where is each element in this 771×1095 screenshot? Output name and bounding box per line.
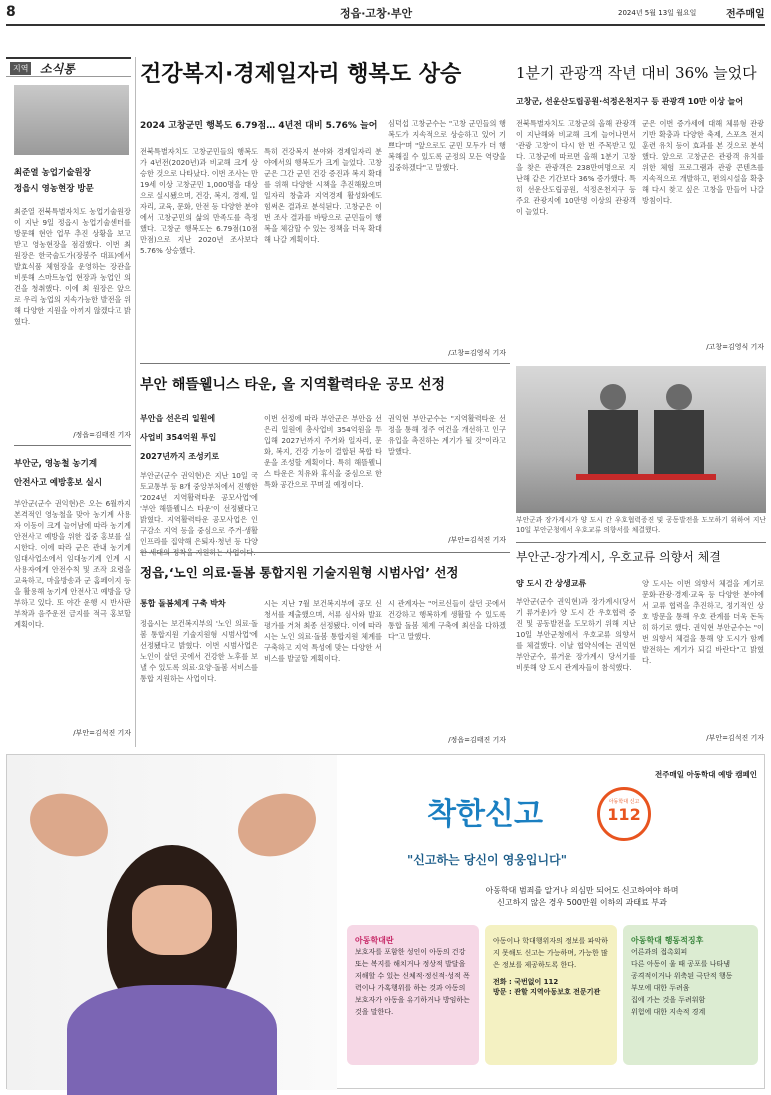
hand-right-shape	[229, 783, 325, 867]
sidebar-story1-byline: /정읍=김태진 기자	[73, 431, 131, 439]
hand-left-shape	[21, 783, 117, 867]
ad-logo: 착한신고	[427, 797, 543, 832]
shirt-shape	[67, 985, 277, 1095]
lead-subhead: 2024 고창군민 행복도 6.79점… 4년전 대비 5.76% 늘어	[140, 121, 378, 131]
care-body-3: 시 관계자는 "어르신들이 살던 곳에서 건강하고 행복하게 생활할 수 있도록 통합 돌봄 체계 구축에 최선을 다하겠다"고 말했다.	[388, 599, 506, 641]
sidebar-story1-subtitle: 정읍시 영농현장 방문	[14, 184, 94, 194]
sidebar-story2-subtitle: 안전사고 예방홍보 실시	[14, 478, 103, 488]
sidebar-story2-byline: /부안=김석진 기자	[73, 729, 131, 737]
sidebar-story2-title: 부안군, 영농철 농기계	[14, 459, 98, 469]
tourism-body-2: 군은 이번 증가세에 대해 체류형 관광 기반 확충과 다양한 축제, 스포츠 전지훈련 유치 등이 효과를 본 것으로 분석했다. 앞으로 고창군은 관광객 유치를 위한 체험 프로그램과 관광 콘텐츠를 지속적으로 개발하고, 편의시설을 확충해 다시 찾고 싶은 고창을 만들어 나갈 방침이다.	[642, 119, 764, 205]
wellness-body-3: 권익현 부안군수는 "지역활력타운 선정을 통해 정주 여건을 개선하고 인구 유입을 촉진하는 계기가 될 것"이라고 말했다.	[388, 414, 506, 456]
care-body-1: 정읍시는 보건복지부의 '노인 의료·돌봄 통합지원 기술지원형 시범사업'에 선정됐다고 밝혔다. 이번 시범사업은 노인이 살던 곳에서 건강한 노후를 보낼 수 있도록 의료·요양·돌봄 서비스를 통합 지원하는 사업이다.	[140, 619, 258, 683]
care-byline: /정읍=김태진 기자	[448, 736, 506, 744]
wellness-sub-1: 부안읍 선은리 일원에	[140, 414, 216, 423]
suit-right	[654, 410, 704, 480]
ad-box3-item: 공격적이거나 위축된 극단적 행동	[631, 972, 733, 980]
ad-desc-1: 아동학대 범죄를 알거나 의심만 되어도 신고하여야 하며	[485, 886, 679, 895]
wellness-byline: /부안=김석진 기자	[448, 536, 506, 544]
ad-box-2	[485, 925, 617, 1065]
sidebar-header	[6, 57, 131, 77]
lead-body-3: 심덕섭 고창군수는 "고창 군민들의 행복도가 지속적으로 상승하고 있어 기쁘다"며 "앞으로도 군민 모두가 더 행복해질 수 있도록 군정의 모든 역량을 집중하겠다"고 말했다.	[388, 119, 506, 172]
suit-left	[588, 410, 638, 480]
ad-box3-item: 다른 아동이 울 때 공포를 나타냄	[631, 960, 731, 968]
sidebar-divider	[14, 445, 131, 446]
wellness-body-1: 부안군(군수 권익현)은 지난 10일 국토교통부 등 8개 중앙부처에서 진행한 '2024년 지역활력타운 공모사업'에 '부안 해뜰웰니스 타운'이 선정됐다고 밝혔다. 지역활력타운 공모사업은 인구감소 지역 등을 중심으로 주거·생활 인프라를 집약해 은퇴자·청년 등 다양	[140, 471, 258, 546]
sidebar-vrule	[135, 57, 136, 747]
table-edge	[576, 474, 716, 480]
lead-bottom-rule	[140, 363, 510, 364]
ad-box3-title: 아동학대 행동적징후	[631, 936, 704, 945]
header-rule	[6, 24, 765, 26]
wellness-sub-2: 사업비 354억원 투입	[140, 433, 217, 442]
sister-byline: /부안=김석진 기자	[706, 734, 764, 742]
ad-box-3	[623, 925, 758, 1065]
ad-badge-num: 112	[607, 805, 641, 824]
signing-caption: 부안군과 장가계시가 양 도시 간 우호협력증진 및 공동발전을 도모하기 위하여 지난 10일 부안군청에서 우호교류 의향서를 체결했다.	[516, 516, 766, 534]
ad-campaign: 전주매일 아동학대 예방 캠페인	[654, 770, 757, 779]
sidebar-story1-title: 최준열 농업기술원장	[14, 168, 91, 178]
section-title: 정읍·고창·부안	[340, 7, 413, 20]
issue-date: 2024년 5월 13일 월요일	[618, 9, 697, 17]
care-body-2: 시는 지난 7월 보건복지부에 공모 신청서를 제출했으며, 서류 심사와 발표 평가를 거쳐 최종 선정됐다. 이에 따라 시는 노인 의료·돌봄 통합지원 체계를 구축하고 지역 특성에 맞는 다양한 서비스를 발굴할 계획이다.	[264, 599, 382, 663]
ad-box3-item: 어른과의 접촉회피	[631, 948, 688, 956]
sidebar-title: 소식통	[40, 62, 75, 76]
care-subhead: 통합 돌봄체계 구축 박차	[140, 599, 226, 608]
page-number: 8	[6, 4, 16, 20]
ad-box1-text: 보호자를 포함한 성인이 아동의 건강 또는 복지를 해치거나 정상적 발달을 저해할 수 있는 신체적·정신적·성적 폭력이나 가혹행위를 하는 것과 아동의 보호자가 아동을 유기하거나 방임하는 것을 말한다.	[355, 948, 470, 1016]
ad-box3-item: 위험에 대한 지속적 경계	[631, 1008, 706, 1016]
face-hands-shape	[132, 885, 212, 955]
ad-box3-item: 집에 가는 것을 두려워함	[631, 996, 706, 1004]
sister-headline: 부안군-장가계시, 우호교류 의향서 체결	[516, 550, 721, 564]
person-left-icon	[600, 384, 626, 410]
ad-photo	[7, 755, 337, 1090]
sister-top-rule	[516, 542, 766, 543]
lead-body-1: 전북특별자치도 고창군민들의 행복도가 4년전(2020년)과 비교해 크게 상승한 것으로 나타났다. 이번 조사는 만 19세 이상 고창군민 1,000명을 대상으로 실시됐으며, 건강, 복지, 경제, 일자리, 교육, 문화, 안전 등 다양한 분야에서 고창군민의 삶의 만족도를 측정했다. 고창군 행복도는 6.79점(10점 만점)으로 지난 2020년 조사보다 5.76% 상승했다.	[140, 147, 258, 255]
ad-box2-visit: 방문 : 관할 지역아동보호 전문기관	[493, 988, 601, 996]
ad-box1-title: 아동학대란	[355, 936, 394, 945]
wellness-bottom-rule	[140, 552, 510, 553]
ad-badge	[597, 787, 651, 841]
person-right-icon	[666, 384, 692, 410]
tourism-subhead: 고창군, 선운산도립공원·석정온천지구 등 관광객 10만 이상 늘어	[516, 97, 744, 106]
tourism-byline: /고창=김영식 기자	[706, 343, 764, 351]
sidebar-photo	[14, 85, 129, 155]
sister-body-2: 양 도시는 이번 의향서 체결을 계기로 문화·관광·경제·교육 등 다양한 분야에서 교류 협력을 추진하고, 정기적인 상호 방문을 통해 우호 관계를 더욱 돈독히 하기로 했다. 권익현 부안군수는 "이번 의향서 체결을 통해 양 도시가 함께 발전하는 계기가 되길 바란다"고 밝혔다.	[642, 579, 764, 665]
ad-banner	[6, 754, 765, 1089]
lead-byline: /고창=김영식 기자	[448, 349, 506, 357]
ad-box3-list	[631, 946, 750, 1018]
sidebar-label: 지역	[10, 62, 31, 75]
ad-box3-item: 부모에 대한 두려움	[631, 984, 690, 992]
lead-headline: 건강복지·경제일자리 행복도 상승	[140, 62, 462, 87]
sidebar-story2-body: 부안군(군수 권익현)은 오는 6월까지 본격적인 영농철을 맞아 농기계 사용자 이동이 크게 늘어남에 따라 농기계 안전사고 예방을 위한 집중 홍보를 실시한다. 이에 따라 군은 관내 농기계 임대사업소에서 임대농기계 인계 시 사용자에게 안전수칙 및 조작 요령을 교육하고, 마을방송과 군 홈페이지 등을 활용해 농기계 안전사고 예방을 당부하고 있다. 또 야간 운행 시 반사판 부착과 음주운전 금지를 적극 홍보할 계획이다.	[14, 499, 131, 629]
sister-subhead: 양 도시 간 상생교류	[516, 579, 587, 588]
ad-desc-2: 신고하지 않은 경우 500만원 이하의 과태료 부과	[497, 898, 667, 907]
signing-photo	[516, 366, 766, 513]
paper-name: 전주매일	[726, 9, 765, 20]
ad-box2-text: 아동이나 학대행위자의 정보를 파악하지 못해도 신고는 가능하며, 가능한 많은 정보를 제공하도록 한다.	[493, 937, 608, 969]
wellness-headline: 부안 해뜰웰니스 타운, 올 지역활력타운 공모 선정	[140, 377, 446, 393]
sidebar-story1-body: 최준열 전북특별자치도 농업기술원장이 지난 9일 정읍시 농업기술센터를 방문해 현안 업무 추진 상황을 보고 받고 영농현장을 점검했다. 이번 최 원장은 한국술도가(장봉주 대표)에서 발효식품 체험장을 운영하는 장관을 비롯해 스마트농업 현장과 농업인 의견을 청취했다. 이에 최 원장은 앞으로 우리 농업의 지속가능한 발전을 위해 다양한 지원을 아끼지 않겠다고 밝혔다.	[14, 207, 131, 326]
sister-body-1: 부안군(군수 권익현)과 장가계시(당서기 류거운)가 양 도시 간 우호협력 증진 및 공동발전을 도모하기 위해 지난 10일 부안군청에서 우호교류 의향서를 체결했다. 이날 협약식에는 권익현 부안군수, 류거운 장가계시 당서기를 비롯해 양 도시 관계자들이 참석했다.	[516, 597, 636, 672]
tourism-body-1: 전북특별자치도 고창군의 올해 관광객이 지난해와 비교해 크게 늘어나면서 '관광 고창'이 다시 한 번 주목받고 있다. 고창군에 따르면 올해 1분기 고창을 찾은 관광객은 238만여명으로 지난해 같은 기간보다 36% 증가했다. 특히 선운산도립공원, 석정온천지구 등 주요 관광지에 10만명 이상의 관광객이 늘었다.	[516, 119, 636, 216]
lead-body-2: 특히 건강복지 분야와 경제일자리 분야에서의 행복도가 크게 늘었다. 고창군은 그간 군민 건강 증진과 복지 확대를 위해 다양한 시책을 추진해왔으며 일자리 창출과 지역경제 활성화에도 힘써온 결과로 분석된다. 고창군은 이번 조사 결과를 바탕으로 군민들이 행복을 체감할 수 있는 정책을 더욱 확대해 나갈 계획이다.	[264, 147, 382, 244]
care-headline: 정읍,‘노인 의료·돌봄 통합지원 기술지원형 시범사업’ 선정	[140, 565, 459, 580]
wellness-sub-3: 2027년까지 조성키로	[140, 452, 220, 461]
ad-box2-phone: 전화 : 국번없이 112	[493, 978, 559, 986]
wellness-body-2: 이번 선정에 따라 부안군은 부안읍 선은리 일원에 총사업비 354억원을 투입해 2027년까지 주거와 일자리, 문화, 복지, 건강 기능이 결합된 복합 타운을 조성할 계획이다. 특히 해뜰웰니스 타운은 치유와 휴식을 중심으로 한 특화 공간으로 꾸며질 예정이다.	[264, 414, 382, 489]
ad-box-1	[347, 925, 479, 1065]
ad-badge-top: 아동학대 신고	[608, 799, 640, 805]
tourism-headline: 1분기 관광객 작년 대비 36% 늘었다	[516, 64, 757, 82]
ad-slogan: "신고하는 당신이 영웅입니다"	[407, 853, 567, 867]
